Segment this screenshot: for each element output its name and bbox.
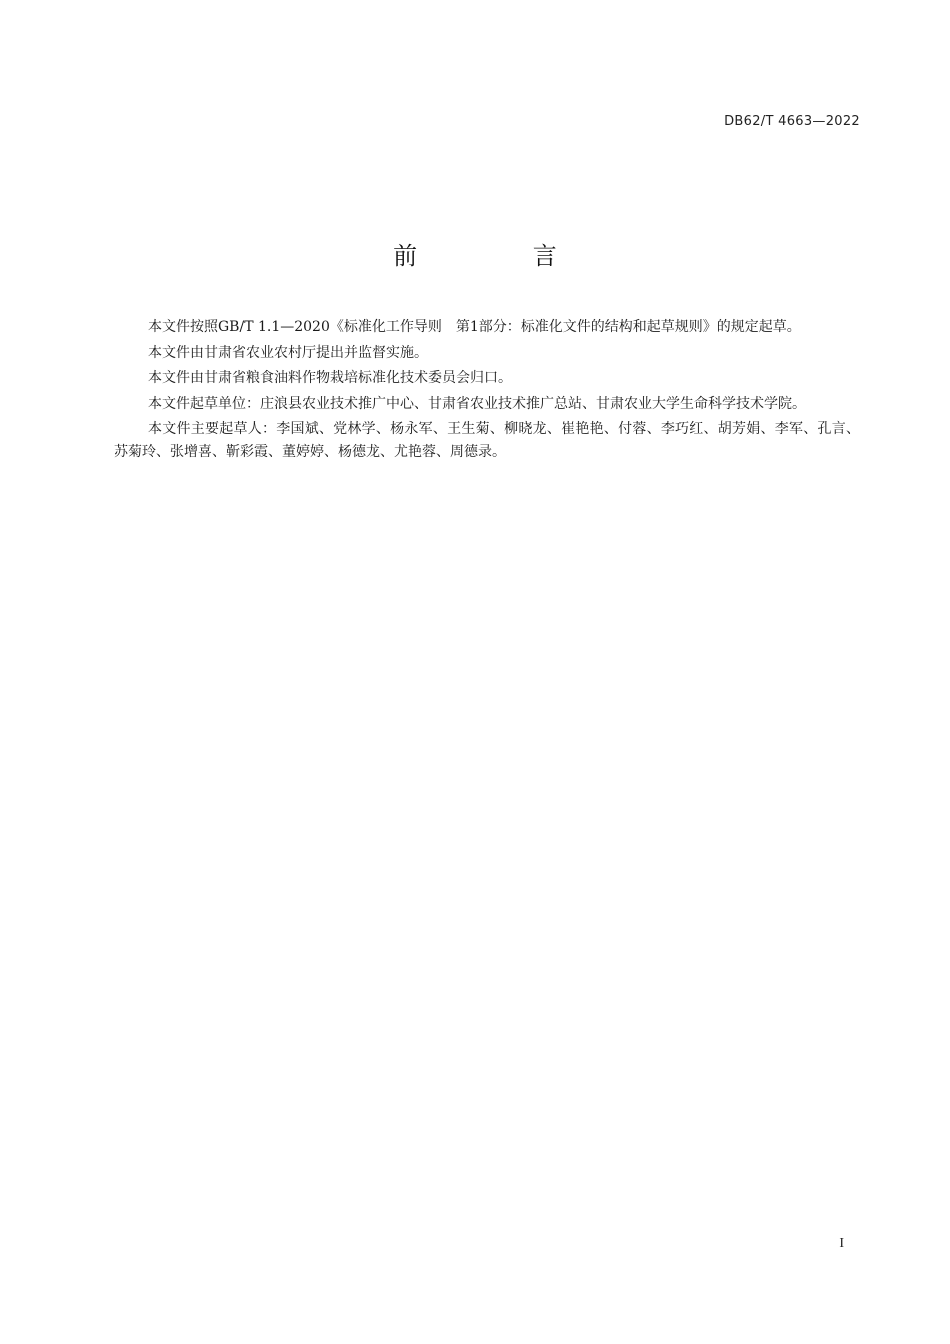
paragraph-main-drafters: 本文件主要起草人：李国斌、党林学、杨永军、王生菊、柳晓龙、崔艳艳、付蓉、李巧红、胡芳娟、李军、孔言、苏菊玲、张增喜、靳彩霞、董婷婷、杨德龙、尤艳蓉、周德录。 [114, 421, 860, 460]
paragraph-drafting-units: 本文件起草单位：庄浪县农业技术推广中心、甘肃省农业技术推广总站、甘肃农业大学生命科学技术学院。 [148, 395, 806, 412]
paragraph-technical-committee: 本文件由甘肃省粮食油料作物栽培标准化技术委员会归口。 [148, 370, 512, 386]
paragraph-proposer: 本文件由甘肃省农业农村厅提出并监督实施。 [148, 344, 428, 361]
page-title: 前 言 [393, 242, 611, 270]
document-code: DB62/T 4663—2022 [724, 114, 860, 129]
paragraph-drafting-rules: 本文件按照GB/T 1.1—2020《标准化工作导则 第1部分：标准化文件的结构和起草规则》的规定起草。 [148, 319, 801, 335]
foreword-body [114, 316, 860, 466]
page-number: I [839, 1236, 844, 1251]
